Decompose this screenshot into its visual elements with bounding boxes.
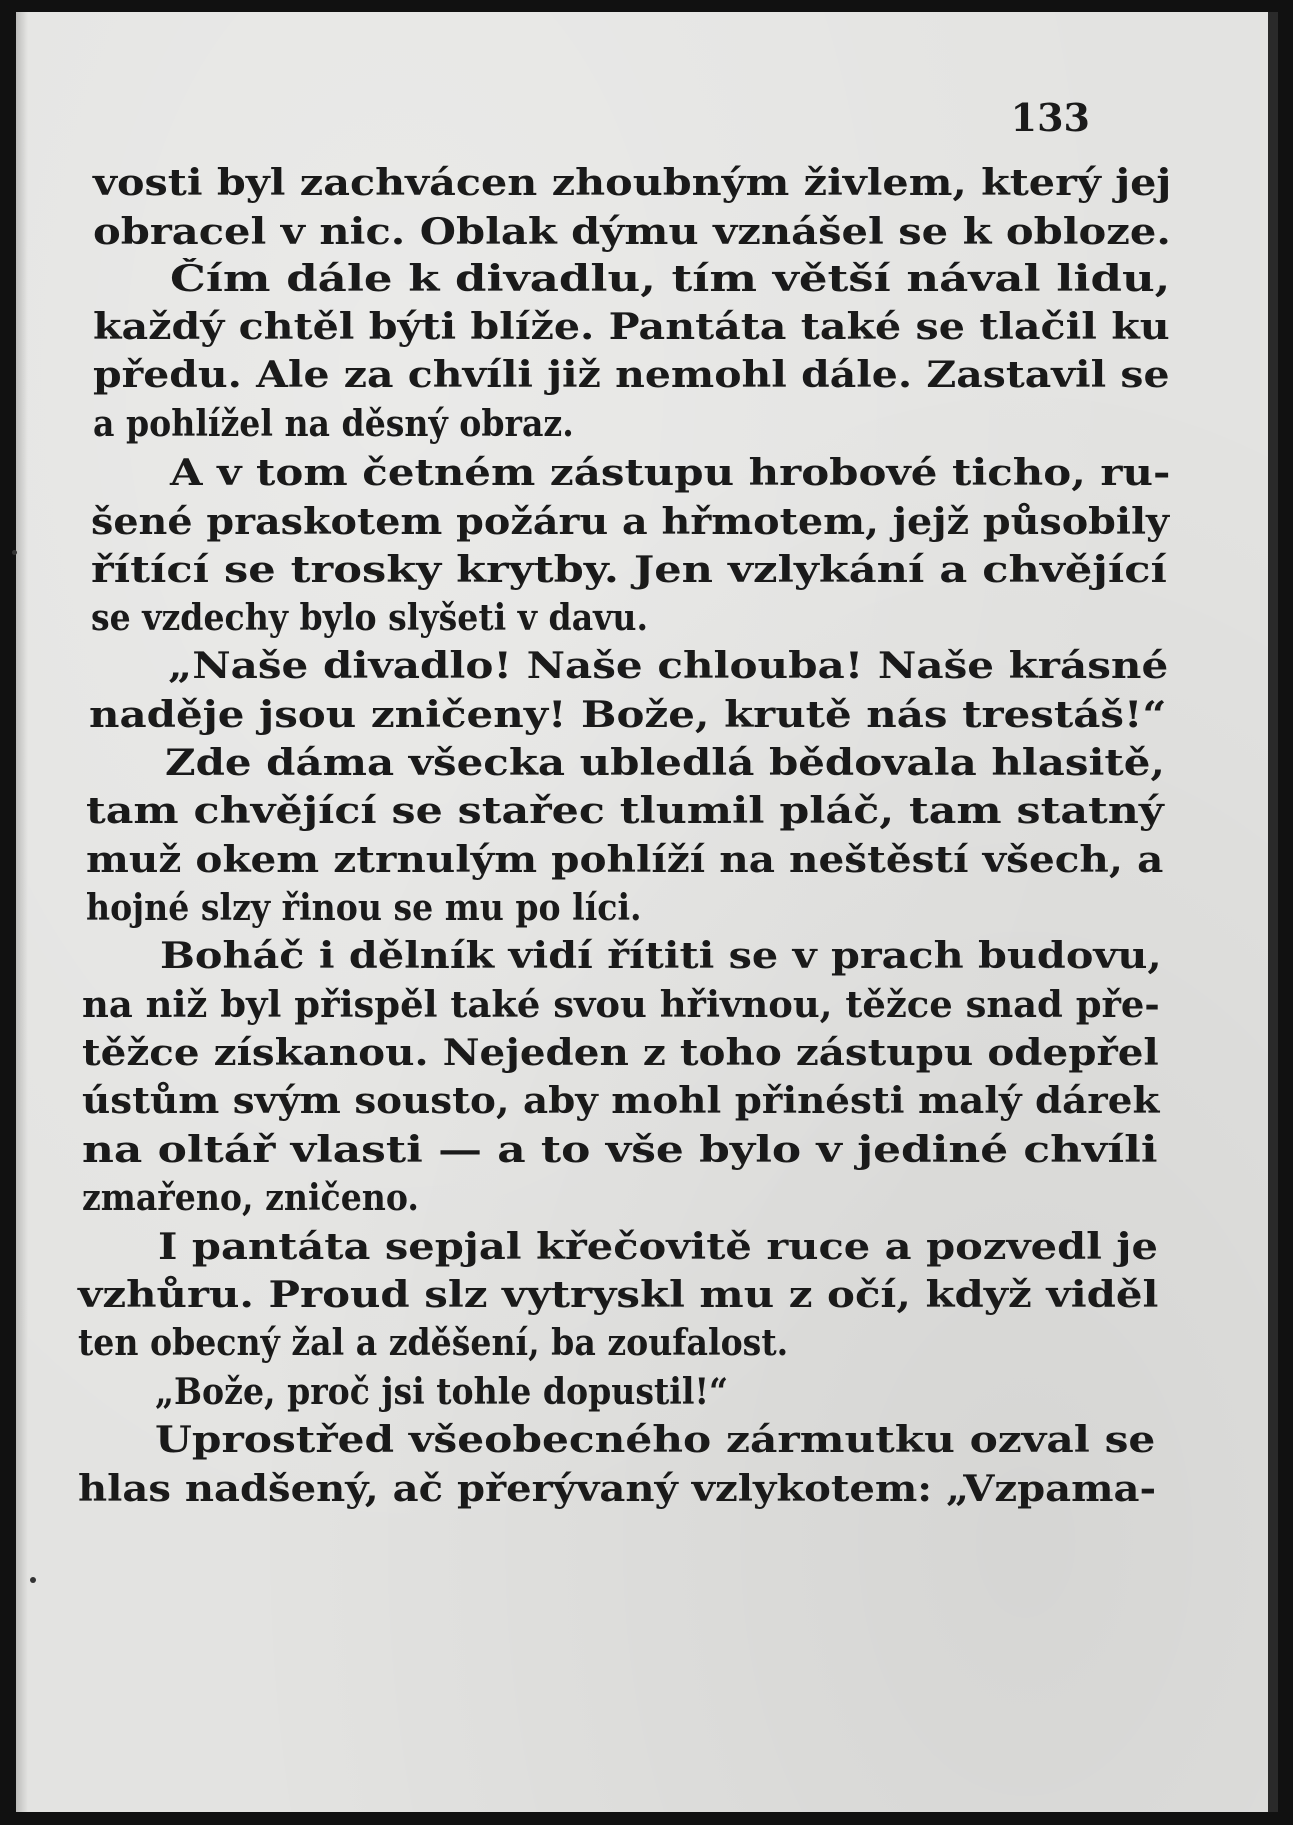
text-line: „Bože, proč jsi tohle dopustil!“ bbox=[155, 1371, 729, 1413]
text-line: se vzdechy bylo slyšeti v davu. bbox=[91, 597, 649, 639]
text-line: a pohlížel na děsný obraz. bbox=[93, 403, 574, 445]
page-number: 133 bbox=[1010, 95, 1090, 140]
text-line: obracel v nic. Oblak dýmu vznášel se k obloze. bbox=[93, 211, 1171, 253]
text-line: těžce získanou. Nejeden z toho zástupu odepřel bbox=[82, 1032, 1159, 1074]
text-line: muž okem ztrnulým pohlíží na neštěstí všech, a bbox=[86, 839, 1164, 881]
text-line: ten obecný žal a zděšení, ba zoufalost. bbox=[78, 1322, 789, 1364]
text-line: šené praskotem požáru a hřmotem, jejž působily bbox=[91, 501, 1170, 543]
text-line: vzhůru. Proud slz vytryskl mu z očí, když viděl bbox=[78, 1274, 1159, 1316]
text-line: A v tom četném zástupu hrobové ticho, ru- bbox=[170, 452, 1171, 494]
text-line: I pantáta sepjal křečovitě ruce a pozvedl je bbox=[158, 1226, 1158, 1268]
scan-speck bbox=[12, 550, 17, 555]
text-line: na oltář vlasti — a to vše bylo v jediné chvíli bbox=[82, 1129, 1158, 1171]
text-line: hlas nadšený, ač přerývaný vzlykotem: „Vzpama- bbox=[78, 1468, 1157, 1510]
text-line: předu. Ale za chvíli již nemohl dále. Zastavil se bbox=[93, 354, 1170, 396]
text-line: Uprostřed všeobecného zármutku ozval se bbox=[155, 1419, 1156, 1461]
text-line: hojné slzy řinou se mu po líci. bbox=[86, 887, 642, 929]
text-line: Zde dáma všecka ubledlá bědovala hlasitě, bbox=[165, 742, 1166, 784]
text-line: ústům svým sousto, aby mohl přinésti malý dárek bbox=[82, 1080, 1160, 1122]
text-line: každý chtěl býti blíže. Pantáta také se tlačil ku bbox=[93, 306, 1170, 348]
text-line: vosti byl zachvácen zhoubným živlem, který jej bbox=[93, 162, 1172, 204]
text-line: zmařeno, zničeno. bbox=[82, 1177, 419, 1219]
text-line: řítící se trosky krytby. Jen vzlykání a chvějící bbox=[91, 549, 1167, 591]
text-line: tam chvějící se stařec tlumil pláč, tam statný bbox=[86, 790, 1164, 832]
text-line: Boháč i dělník vidí řítiti se v prach budovu, bbox=[160, 935, 1162, 977]
text-line: na niž byl přispěl také svou hřivnou, těžce snad pře- bbox=[82, 984, 1160, 1026]
text-line: „Naše divadlo! Naše chlouba! Naše krásné bbox=[168, 645, 1169, 687]
text-line: Čím dále k divadlu, tím větší nával lidu, bbox=[170, 258, 1171, 300]
scan-speck bbox=[30, 1577, 36, 1583]
text-line: naděje jsou zničeny! Bože, krutě nás trestáš!“ bbox=[89, 694, 1167, 736]
